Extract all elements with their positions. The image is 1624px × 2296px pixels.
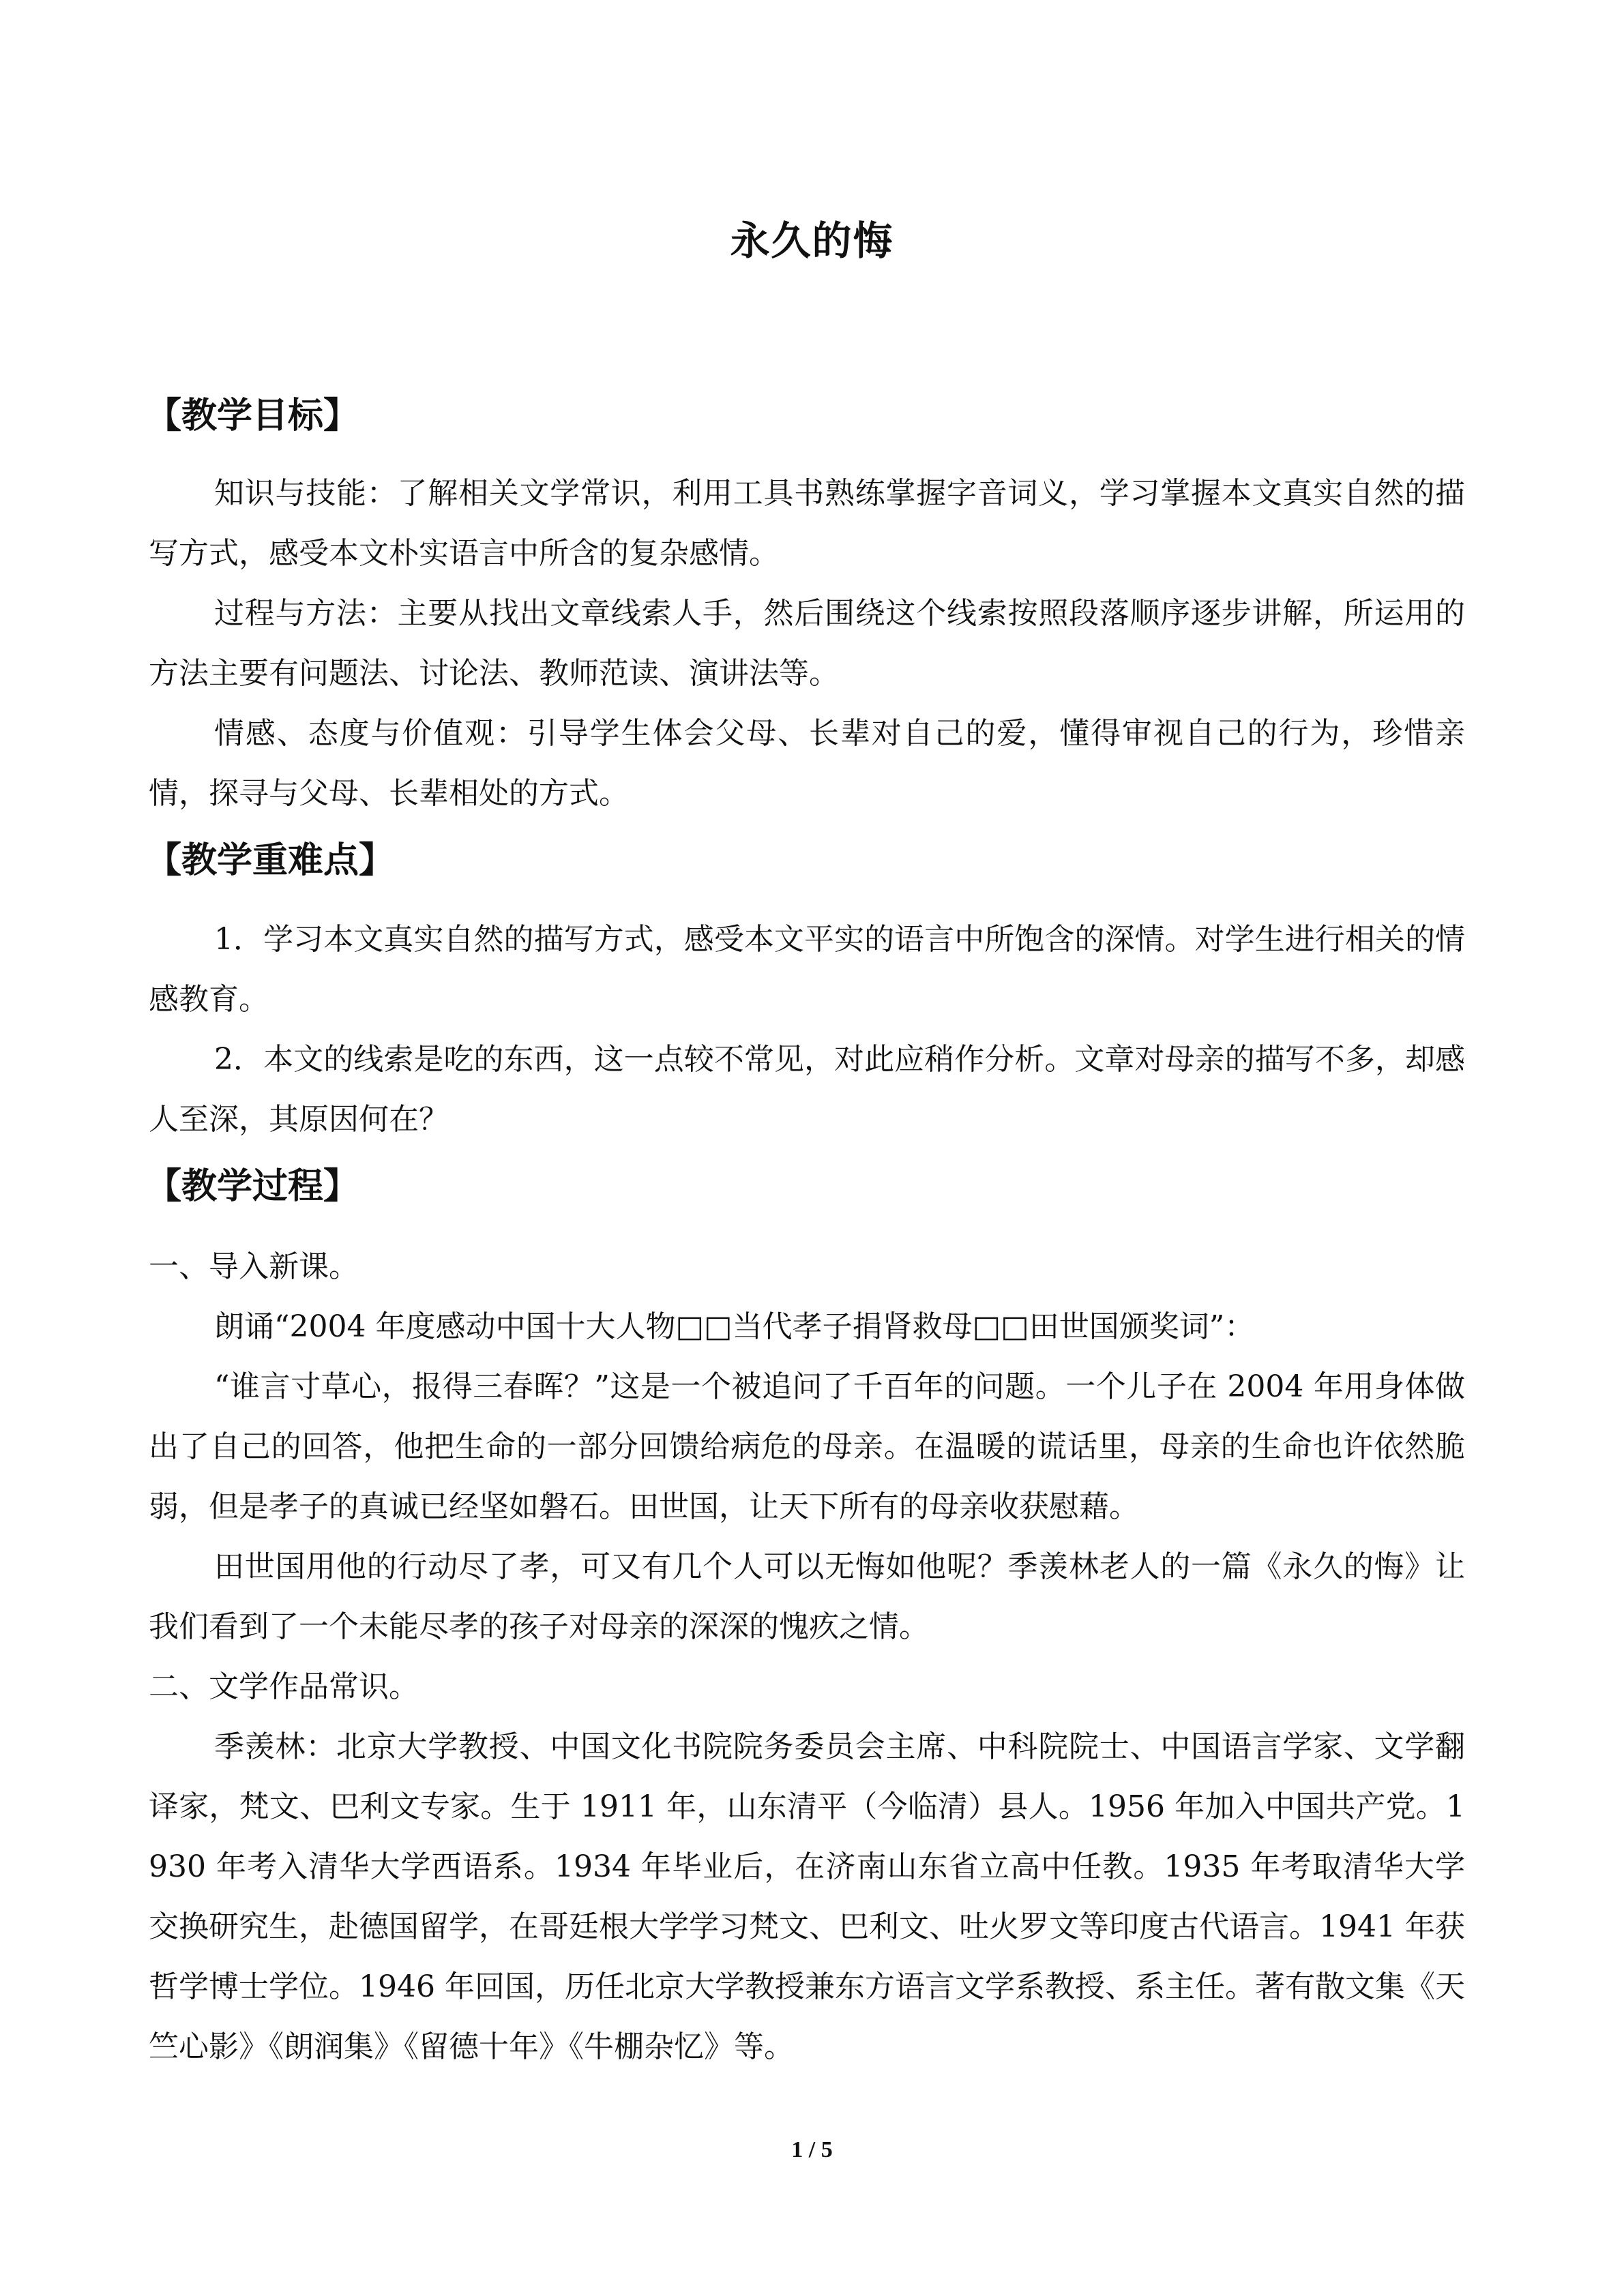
objective-emotion-paragraph: 情感、态度与价值观：引导学生体会父母、长辈对自己的爱，懂得审视自己的行为，珍惜亲情，探寻与父母、长辈相处的方式。 — [149, 716, 1465, 811]
recitation-intro-paragraph: 朗诵“2004 年度感动中国十大人物□□当代孝子捐肾救母□□田世国颁奖词”： — [214, 1309, 1255, 1344]
section-heading-objectives: 【教学目标】 — [146, 396, 359, 436]
page-title: 永久的悔 — [730, 218, 894, 264]
section-heading-process: 【教学过程】 — [146, 1166, 359, 1207]
award-speech-paragraph: “谁言寸草心，报得三春晖？”这是一个被追问了千百年的问题。一个儿子在 2004 年用身体做出了自己的回答，他把生命的一部分回馈给病危的母亲。在温暖的谎话里，母亲的生命也许依然脆弱，但是孝子的真诚已经坚如磐石。田世国，让天下所有的母亲收获慰藉。 — [149, 1369, 1465, 1524]
page-number: 1 / 5 — [791, 2137, 833, 2162]
objective-process-paragraph: 过程与方法：主要从找出文章线索人手，然后围绕这个线索按照段落顺序逐步讲解，所运用的方法主要有问题法、讨论法、教师范读、演讲法等。 — [149, 596, 1465, 691]
step-2-title: 二、文学作品常识。 — [149, 1669, 419, 1704]
key-point-1-paragraph: 1．学习本文真实自然的描写方式，感受本文平实的语言中所饱含的深情。对学生进行相关的情感教育。 — [149, 922, 1465, 1017]
author-bio-paragraph: 季羡林：北京大学教授、中国文化书院院务委员会主席、中科院院士、中国语言学家、文学翻译家，梵文、巴利文专家。生于 1911 年，山东清平（今临清）县人。1956 年加入中国共产党。1930 年考入清华大学西语系。1934 年毕业后，在济南山东省立高中任教。1935 年考取清华大学交换研究生，赴德国留学，在哥廷根大学学习梵文、巴利文、吐火罗文等印度古代语言。1941 年获哲学博士学位。1946 年回国，历任北京大学教授兼东方语言文学系教授、系主任。著有散文集《天竺心影》《朗润集》《留德十年》《牛棚杂忆》等。 — [149, 1729, 1465, 2064]
step-1-title: 一、导入新课。 — [149, 1249, 359, 1284]
objective-knowledge-paragraph: 知识与技能：了解相关文学常识，利用工具书熟练掌握字音词义，学习掌握本文真实自然的描写方式，感受本文朴实语言中所含的复杂感情。 — [149, 476, 1465, 571]
section-heading-key-points: 【教学重难点】 — [146, 840, 395, 881]
lead-in-paragraph: 田世国用他的行动尽了孝，可又有几个人可以无悔如他呢？季羡林老人的一篇《永久的悔》让我们看到了一个未能尽孝的孩子对母亲的深深的愧疚之情。 — [149, 1549, 1465, 1644]
key-point-2-paragraph: 2．本文的线索是吃的东西，这一点较不常见，对此应稍作分析。文章对母亲的描写不多，却感人至深，其原因何在？ — [149, 1042, 1465, 1137]
